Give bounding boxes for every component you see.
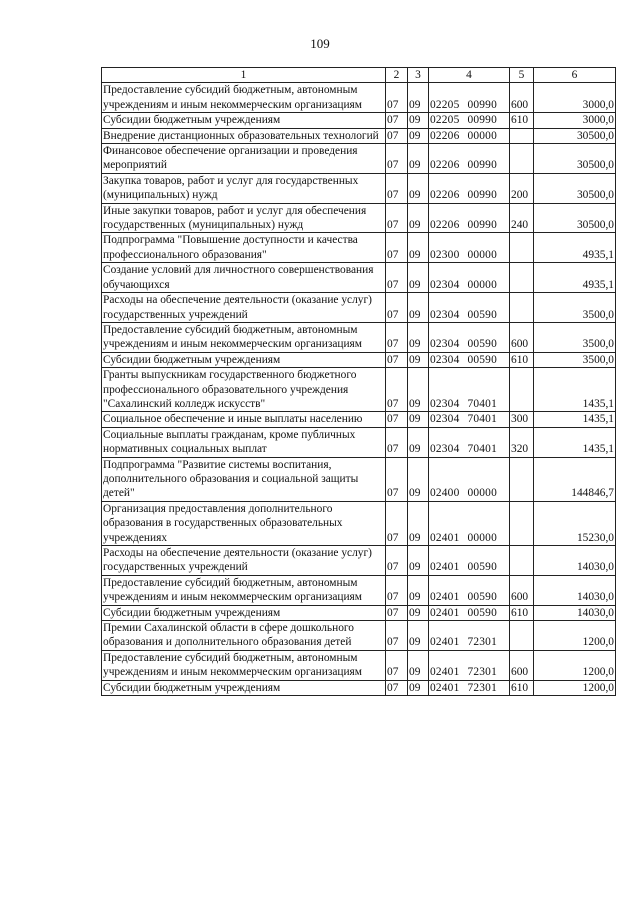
row-name: Субсидии бюджетным учреждениям xyxy=(102,352,386,367)
row-target-code xyxy=(429,83,510,113)
table-row xyxy=(102,457,616,501)
row-section: 07 xyxy=(386,113,408,128)
row-section: 07 xyxy=(386,173,408,203)
row-name: Социальное обеспечение и иные выплаты населению xyxy=(102,412,386,427)
row-target-code xyxy=(429,322,510,352)
row-code-program: 02205 xyxy=(430,114,460,127)
row-target-code xyxy=(429,680,510,695)
row-amount: 1435,1 xyxy=(534,412,616,427)
row-section: 07 xyxy=(386,605,408,620)
row-section: 07 xyxy=(386,546,408,576)
row-section: 07 xyxy=(386,680,408,695)
row-target-code xyxy=(429,263,510,293)
table-row xyxy=(102,83,616,113)
row-expense-type: 610 xyxy=(510,352,534,367)
row-code-program: 02304 xyxy=(430,338,460,351)
row-code-direction: 00590 xyxy=(467,606,497,619)
row-section: 07 xyxy=(386,650,408,680)
row-subsection: 09 xyxy=(408,621,429,651)
table-row xyxy=(102,293,616,323)
row-expense-type: 610 xyxy=(510,680,534,695)
row-target-code xyxy=(429,575,510,605)
row-target-code xyxy=(429,621,510,651)
row-name: Расходы на обеспечение деятельности (оказание услуг) государственных учреждений xyxy=(102,546,386,576)
row-name: Закупка товаров, работ и услуг для государственных (муниципальных) нужд xyxy=(102,173,386,203)
row-name: Подпрограмма "Повышение доступности и качества профессионального образования" xyxy=(102,233,386,263)
row-code-direction: 00000 xyxy=(467,248,497,261)
row-amount: 1435,1 xyxy=(534,427,616,457)
row-code-program: 02401 xyxy=(430,681,460,694)
row-subsection: 09 xyxy=(408,605,429,620)
row-name: Гранты выпускникам государственного бюджетного профессионального образовательного учреждения "Сахалинский колледж искусств" xyxy=(102,368,386,412)
table-row xyxy=(102,113,616,128)
row-code-direction: 00000 xyxy=(467,487,497,500)
table-row xyxy=(102,427,616,457)
row-amount: 3000,0 xyxy=(534,83,616,113)
column-header: 4 xyxy=(429,68,510,83)
row-expense-type xyxy=(510,501,534,545)
row-expense-type xyxy=(510,263,534,293)
row-amount: 14030,0 xyxy=(534,605,616,620)
row-code-direction: 00590 xyxy=(467,353,497,366)
row-expense-type: 610 xyxy=(510,113,534,128)
row-code-direction: 00590 xyxy=(467,338,497,351)
row-expense-type xyxy=(510,293,534,323)
table-row xyxy=(102,605,616,620)
row-expense-type xyxy=(510,457,534,501)
row-name: Субсидии бюджетным учреждениям xyxy=(102,605,386,620)
row-subsection: 09 xyxy=(408,352,429,367)
row-name: Организация предоставления дополнительного образования в государственных образовательных учреждениях xyxy=(102,501,386,545)
row-subsection: 09 xyxy=(408,427,429,457)
table-header-row xyxy=(102,68,616,83)
row-name: Внедрение дистанционных образовательных технологий xyxy=(102,128,386,143)
row-section: 07 xyxy=(386,427,408,457)
row-amount: 15230,0 xyxy=(534,501,616,545)
row-code-program: 02401 xyxy=(430,636,460,649)
row-amount: 3500,0 xyxy=(534,293,616,323)
row-name: Субсидии бюджетным учреждениям xyxy=(102,680,386,695)
row-section: 07 xyxy=(386,621,408,651)
row-code-direction: 00990 xyxy=(467,189,497,202)
row-code-direction: 70401 xyxy=(467,413,497,426)
row-name: Финансовое обеспечение организации и проведения мероприятий xyxy=(102,144,386,174)
row-target-code xyxy=(429,605,510,620)
row-amount: 1200,0 xyxy=(534,680,616,695)
row-code-program: 02401 xyxy=(430,591,460,604)
table-row xyxy=(102,352,616,367)
row-amount: 14030,0 xyxy=(534,546,616,576)
table-row xyxy=(102,501,616,545)
row-name: Субсидии бюджетным учреждениям xyxy=(102,113,386,128)
row-expense-type xyxy=(510,128,534,143)
row-code-direction: 00590 xyxy=(467,308,497,321)
row-code-program: 02304 xyxy=(430,397,460,410)
row-subsection: 09 xyxy=(408,233,429,263)
row-section: 07 xyxy=(386,233,408,263)
row-code-direction: 72301 xyxy=(467,666,497,679)
row-code-program: 02206 xyxy=(430,189,460,202)
row-target-code xyxy=(429,144,510,174)
row-code-program: 02401 xyxy=(430,531,460,544)
row-code-direction: 72301 xyxy=(467,636,497,649)
row-target-code xyxy=(429,203,510,233)
row-amount: 1200,0 xyxy=(534,650,616,680)
table-row xyxy=(102,412,616,427)
row-name: Предоставление субсидий бюджетным, автономным учреждениям и иным некоммерческим организациям xyxy=(102,322,386,352)
row-subsection: 09 xyxy=(408,293,429,323)
row-target-code xyxy=(429,233,510,263)
table-row xyxy=(102,128,616,143)
row-section: 07 xyxy=(386,263,408,293)
row-subsection: 09 xyxy=(408,83,429,113)
row-code-program: 02401 xyxy=(430,561,460,574)
row-subsection: 09 xyxy=(408,113,429,128)
row-subsection: 09 xyxy=(408,128,429,143)
budget-table xyxy=(101,67,616,696)
row-expense-type xyxy=(510,144,534,174)
table-row xyxy=(102,233,616,263)
row-amount: 30500,0 xyxy=(534,203,616,233)
column-header: 6 xyxy=(534,68,616,83)
table-body xyxy=(102,83,616,696)
table-row xyxy=(102,680,616,695)
row-subsection: 09 xyxy=(408,368,429,412)
row-subsection: 09 xyxy=(408,203,429,233)
row-code-program: 02205 xyxy=(430,98,460,111)
table-row xyxy=(102,368,616,412)
row-code-program: 02206 xyxy=(430,159,460,172)
row-section: 07 xyxy=(386,352,408,367)
row-target-code xyxy=(429,173,510,203)
row-expense-type: 600 xyxy=(510,322,534,352)
row-code-direction: 00000 xyxy=(467,129,497,142)
row-name: Подпрограмма "Развитие системы воспитания, дополнительного образования и социальной защиты детей" xyxy=(102,457,386,501)
row-amount: 30500,0 xyxy=(534,173,616,203)
row-expense-type: 600 xyxy=(510,650,534,680)
row-target-code xyxy=(429,293,510,323)
column-header: 2 xyxy=(386,68,408,83)
row-name: Создание условий для личностного совершенствования обучающихся xyxy=(102,263,386,293)
row-name: Предоставление субсидий бюджетным, автономным учреждениям и иным некоммерческим организациям xyxy=(102,575,386,605)
row-section: 07 xyxy=(386,457,408,501)
row-code-program: 02304 xyxy=(430,308,460,321)
row-amount: 30500,0 xyxy=(534,128,616,143)
row-amount: 1435,1 xyxy=(534,368,616,412)
row-name: Премии Сахалинской области в сфере дошкольного образования и дополнительного образования детей xyxy=(102,621,386,651)
row-target-code xyxy=(429,128,510,143)
row-expense-type: 300 xyxy=(510,412,534,427)
row-target-code xyxy=(429,650,510,680)
page-number: 109 xyxy=(310,36,330,51)
row-subsection: 09 xyxy=(408,173,429,203)
row-section: 07 xyxy=(386,128,408,143)
row-subsection: 09 xyxy=(408,501,429,545)
row-amount: 4935,1 xyxy=(534,263,616,293)
table-row xyxy=(102,144,616,174)
row-name: Предоставление субсидий бюджетным, автономным учреждениям и иным некоммерческим организациям xyxy=(102,83,386,113)
table-row xyxy=(102,621,616,651)
column-header: 1 xyxy=(102,68,386,83)
row-section: 07 xyxy=(386,144,408,174)
row-amount: 1200,0 xyxy=(534,621,616,651)
row-subsection: 09 xyxy=(408,575,429,605)
row-code-direction: 00990 xyxy=(467,219,497,232)
row-name: Социальные выплаты гражданам, кроме публичных нормативных социальных выплат xyxy=(102,427,386,457)
row-expense-type xyxy=(510,368,534,412)
row-target-code xyxy=(429,457,510,501)
row-code-program: 02304 xyxy=(430,278,460,291)
row-code-direction: 70401 xyxy=(467,397,497,410)
table-row xyxy=(102,322,616,352)
table-row xyxy=(102,575,616,605)
row-target-code xyxy=(429,113,510,128)
row-section: 07 xyxy=(386,293,408,323)
row-expense-type: 600 xyxy=(510,575,534,605)
row-subsection: 09 xyxy=(408,322,429,352)
row-subsection: 09 xyxy=(408,546,429,576)
row-section: 07 xyxy=(386,501,408,545)
row-subsection: 09 xyxy=(408,144,429,174)
row-section: 07 xyxy=(386,83,408,113)
row-code-direction: 00000 xyxy=(467,278,497,291)
row-target-code xyxy=(429,546,510,576)
row-expense-type xyxy=(510,621,534,651)
row-code-direction: 00990 xyxy=(467,98,497,111)
row-code-direction: 00000 xyxy=(467,531,497,544)
table-row xyxy=(102,203,616,233)
row-name: Расходы на обеспечение деятельности (оказание услуг) государственных учреждений xyxy=(102,293,386,323)
row-amount: 14030,0 xyxy=(534,575,616,605)
row-code-direction: 70401 xyxy=(467,443,497,456)
table-row xyxy=(102,263,616,293)
column-header: 3 xyxy=(408,68,429,83)
row-code-program: 02304 xyxy=(430,353,460,366)
row-code-program: 02206 xyxy=(430,219,460,232)
row-amount: 144846,7 xyxy=(534,457,616,501)
row-code-program: 02401 xyxy=(430,606,460,619)
row-section: 07 xyxy=(386,368,408,412)
row-code-direction: 00590 xyxy=(467,591,497,604)
row-subsection: 09 xyxy=(408,457,429,501)
column-header: 5 xyxy=(510,68,534,83)
row-target-code xyxy=(429,427,510,457)
row-expense-type: 320 xyxy=(510,427,534,457)
row-subsection: 09 xyxy=(408,680,429,695)
row-expense-type: 600 xyxy=(510,83,534,113)
row-code-program: 02401 xyxy=(430,666,460,679)
row-name: Иные закупки товаров, работ и услуг для обеспечения государственных (муниципальных) нужд xyxy=(102,203,386,233)
row-target-code xyxy=(429,368,510,412)
row-expense-type: 610 xyxy=(510,605,534,620)
row-amount: 4935,1 xyxy=(534,233,616,263)
row-section: 07 xyxy=(386,322,408,352)
row-code-program: 02304 xyxy=(430,413,460,426)
row-section: 07 xyxy=(386,575,408,605)
row-section: 07 xyxy=(386,412,408,427)
row-code-direction: 72301 xyxy=(467,681,497,694)
row-expense-type xyxy=(510,546,534,576)
table-row xyxy=(102,546,616,576)
row-code-program: 02300 xyxy=(430,248,460,261)
row-section: 07 xyxy=(386,203,408,233)
row-target-code xyxy=(429,352,510,367)
row-subsection: 09 xyxy=(408,412,429,427)
row-name: Предоставление субсидий бюджетным, автономным учреждениям и иным некоммерческим организациям xyxy=(102,650,386,680)
row-amount: 3500,0 xyxy=(534,322,616,352)
row-subsection: 09 xyxy=(408,263,429,293)
row-code-program: 02400 xyxy=(430,487,460,500)
row-code-program: 02206 xyxy=(430,129,460,142)
row-amount: 3500,0 xyxy=(534,352,616,367)
row-code-program: 02304 xyxy=(430,443,460,456)
row-subsection: 09 xyxy=(408,650,429,680)
row-code-direction: 00990 xyxy=(467,114,497,127)
table-row xyxy=(102,650,616,680)
row-amount: 30500,0 xyxy=(534,144,616,174)
row-target-code xyxy=(429,412,510,427)
row-expense-type: 240 xyxy=(510,203,534,233)
row-expense-type: 200 xyxy=(510,173,534,203)
row-target-code xyxy=(429,501,510,545)
row-code-direction: 00590 xyxy=(467,561,497,574)
row-amount: 3000,0 xyxy=(534,113,616,128)
table-row xyxy=(102,173,616,203)
row-code-direction: 00990 xyxy=(467,159,497,172)
row-expense-type xyxy=(510,233,534,263)
